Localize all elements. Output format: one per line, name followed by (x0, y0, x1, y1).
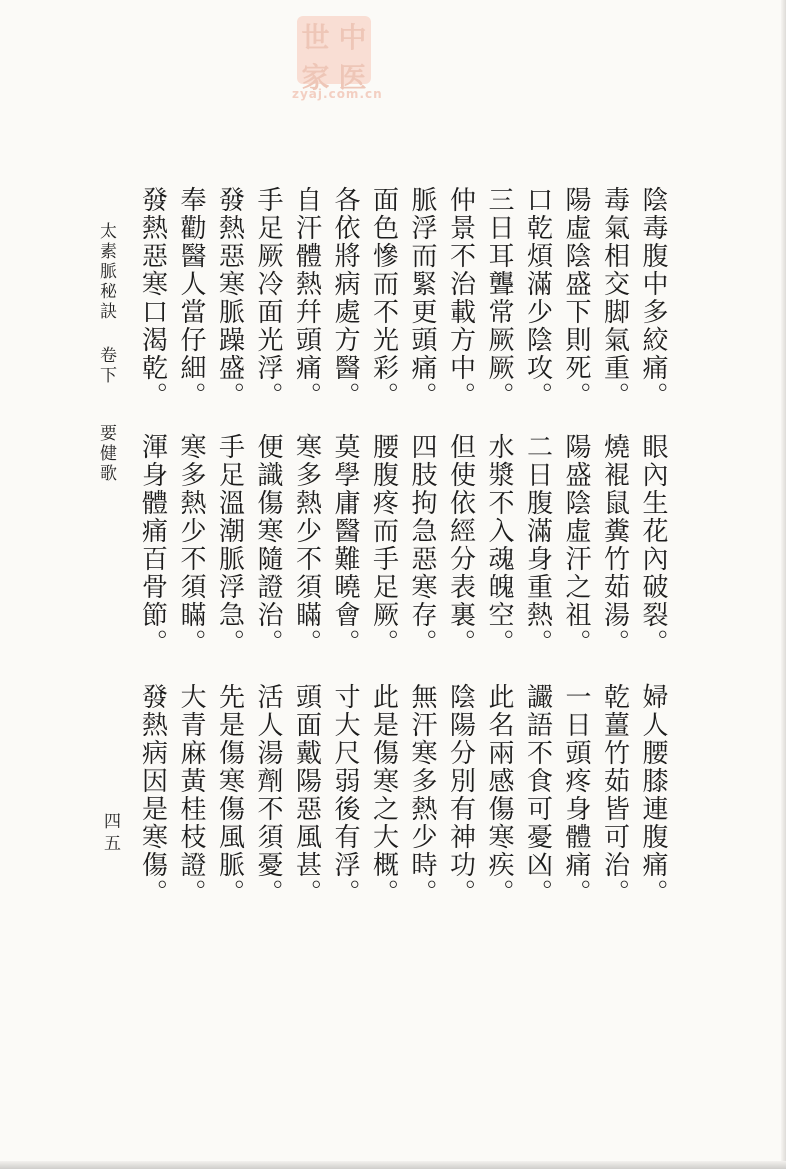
verse-line: 腰腹疼而手足厥。 (368, 433, 399, 657)
seal-char: 医 (338, 61, 367, 94)
verse-line: 奉勸醫人當仔細。 (176, 186, 206, 410)
verse-line: 仲景不治載方中。 (445, 186, 476, 410)
verse-line: 無汗寒多熱少時。 (407, 683, 437, 907)
seal-stamp-icon (297, 16, 371, 94)
verse-line: 二日腹滿身重熱。 (522, 433, 553, 657)
seal-char: 世 (301, 21, 330, 54)
verse-line: 脈浮而緊更頭痛。 (407, 186, 437, 410)
verse-line: 婦人腰膝連腹痛。 (638, 683, 668, 907)
verse-line: 此名兩感傷寒疾。 (484, 683, 514, 907)
verse-line: 陰毒腹中多絞痛。 (638, 186, 668, 410)
verse-line: 自汗體熱幷頭痛。 (291, 186, 322, 410)
verse-line: 但使依經分表裏。 (445, 433, 476, 657)
verse-line: 毒氣相交脚氣重。 (599, 186, 630, 410)
verse-line: 陽盛陰虛汗之祖。 (561, 433, 591, 657)
verse-line: 手足厥冷面光浮。 (253, 186, 283, 410)
site-watermark (292, 16, 383, 101)
verse-line: 手足溫潮脈浮急。 (214, 433, 245, 657)
verse-line: 發熱惡寒脈躁盛。 (214, 186, 245, 410)
verse-line: 寸大尺弱後有浮。 (330, 683, 360, 907)
verse-line: 寒多熱少不須瞞。 (291, 433, 322, 657)
watermark-url: zyaj.com.cn (292, 87, 383, 101)
verse-line: 渾身體痛百骨節。 (137, 433, 168, 657)
verse-line: 三日耳聾常厥厥。 (484, 186, 514, 410)
section-title: 要健歌 (96, 424, 116, 484)
verse-line: 面色慘而不光彩。 (368, 186, 399, 410)
margin-running-title (94, 222, 119, 484)
verse-line: 便識傷寒隨證治。 (253, 433, 283, 657)
verse-line: 寒多熱少不須瞞。 (176, 433, 206, 657)
verse-line: 發熱病因是寒傷。 (137, 683, 168, 907)
verse-line: 水漿不入魂魄空。 (484, 433, 514, 657)
verse-line: 各依將病處方醫。 (330, 186, 360, 410)
page-edge-shadow-right (781, 0, 786, 1169)
verse-line: 先是傷寒傷風脈。 (214, 683, 245, 907)
verse-line: 活人湯劑不須憂。 (253, 683, 283, 907)
seal-char: 家 (301, 61, 330, 94)
page-edge-shadow-bottom (0, 1161, 786, 1169)
verse-line: 頭面戴陽惡風甚。 (291, 683, 322, 907)
verse-line: 燒裩鼠糞竹茹湯。 (599, 433, 630, 657)
verse-line: 四肢拘急惡寒存。 (407, 433, 437, 657)
seal-char: 中 (338, 21, 367, 54)
verse-line: 此是傷寒之大概。 (368, 683, 399, 907)
verse-line: 莫學庸醫難曉會。 (330, 433, 360, 657)
book-title: 太素脈秘訣 (96, 222, 116, 322)
verse-block-3 (132, 683, 672, 918)
verse-block-2 (132, 433, 672, 668)
verse-block-1 (132, 186, 672, 421)
volume-label: 卷下 (96, 346, 116, 386)
verse-line: 乾薑竹茹皆可治。 (599, 683, 630, 907)
page-number: 四五 (100, 812, 120, 856)
verse-line: 發熱惡寒口渴乾。 (137, 186, 168, 410)
verse-line: 陽虛陰盛下則死。 (561, 186, 591, 410)
verse-line: 大青麻黃桂枝證。 (176, 683, 206, 907)
verse-line: 陰陽分別有神功。 (445, 683, 476, 907)
verse-line: 眼內生花內破裂。 (638, 433, 668, 657)
verse-line: 一日頭疼身體痛。 (561, 683, 591, 907)
verse-line: 口乾煩滿少陰攻。 (522, 186, 553, 410)
verse-line: 讝語不食可憂凶。 (522, 683, 553, 907)
